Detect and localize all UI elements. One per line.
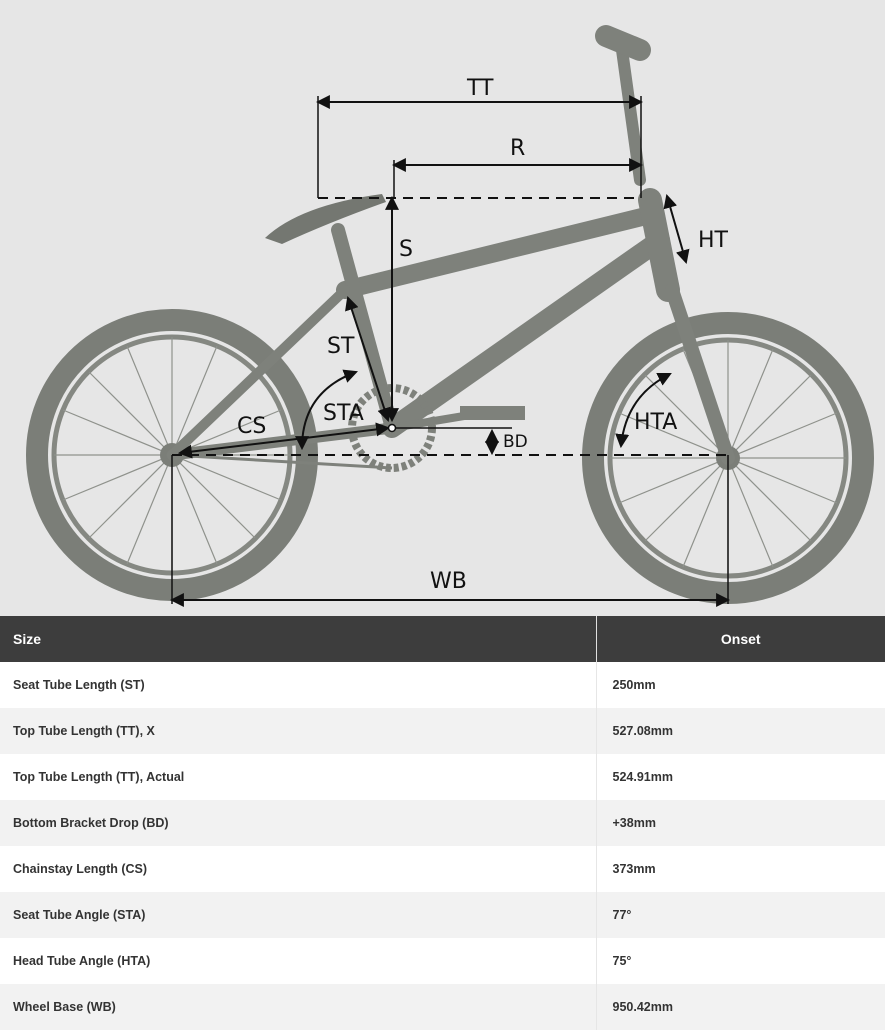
row-label-top-tube-length-x: Top Tube Length (TT), X [0, 708, 596, 754]
row-label-seat-tube-length: Seat Tube Length (ST) [0, 662, 596, 708]
row-value-seat-tube-length: 250mm [596, 662, 885, 708]
row-label-bottom-bracket-drop: Bottom Bracket Drop (BD) [0, 800, 596, 846]
r-label: R [510, 136, 526, 161]
s-label: S [399, 237, 413, 262]
table-row [0, 846, 885, 892]
row-label-wheel-base: Wheel Base (WB) [0, 984, 596, 1030]
wb-label: WB [430, 569, 467, 594]
tt-label: TT [467, 76, 494, 101]
st-label: ST [327, 334, 355, 359]
table-row [0, 754, 885, 800]
sta-label: STA [323, 401, 364, 426]
size-column-header: Size [0, 616, 596, 662]
ht-label: HT [698, 228, 728, 253]
row-value-head-tube-angle: 75° [596, 938, 885, 984]
table-row [0, 662, 885, 708]
table-row [0, 708, 885, 754]
bike-seat [265, 194, 386, 244]
row-value-seat-tube-angle: 77° [596, 892, 885, 938]
model-column-header: Onset [596, 616, 885, 662]
table-header-row [0, 616, 885, 662]
table-row [0, 938, 885, 984]
row-label-top-tube-length-actual: Top Tube Length (TT), Actual [0, 754, 596, 800]
table-row [0, 984, 885, 1030]
row-value-top-tube-length-x: 527.08mm [596, 708, 885, 754]
row-value-top-tube-length-actual: 524.91mm [596, 754, 885, 800]
bd-label: BD [503, 432, 528, 452]
row-value-bottom-bracket-drop: +38mm [596, 800, 885, 846]
row-label-head-tube-angle: Head Tube Angle (HTA) [0, 938, 596, 984]
cs-dimension-arrow [180, 428, 388, 453]
row-label-chainstay-length: Chainstay Length (CS) [0, 846, 596, 892]
row-value-chainstay-length: 373mm [596, 846, 885, 892]
row-label-seat-tube-angle: Seat Tube Angle (STA) [0, 892, 596, 938]
table-row [0, 892, 885, 938]
cs-label: CS [237, 414, 267, 439]
bike-frame [172, 36, 728, 458]
row-value-wheel-base: 950.42mm [596, 984, 885, 1030]
bmx-bike-image [37, 36, 863, 593]
table-row [0, 800, 885, 846]
hta-label: HTA [634, 410, 678, 435]
geometry-table [0, 616, 885, 1030]
